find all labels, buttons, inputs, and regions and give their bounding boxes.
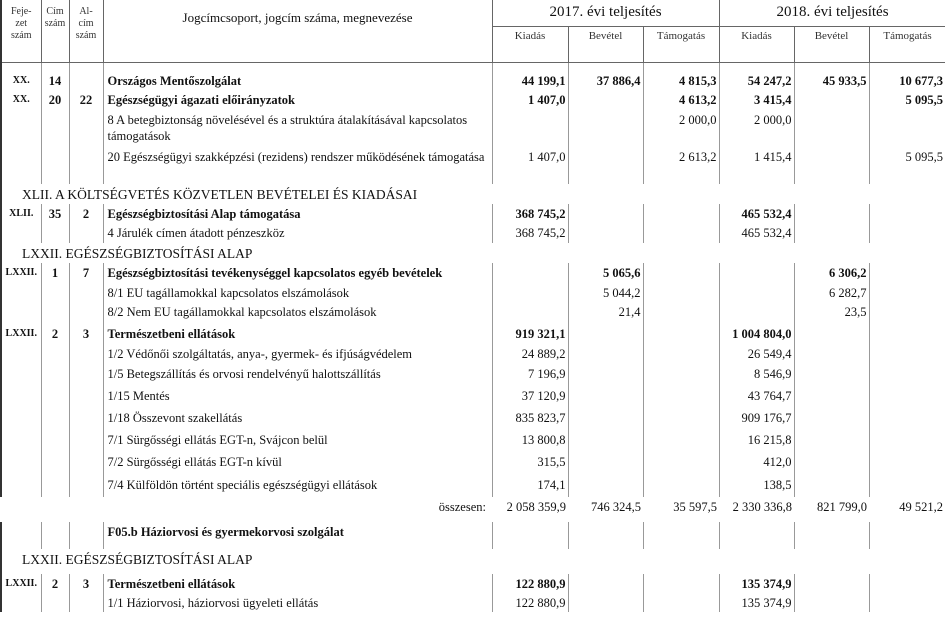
spacer-cell (643, 62, 719, 71)
table-row (1, 408, 945, 430)
kiadas-2018-cell: 8 546,9 (719, 364, 794, 386)
alcim-cell (69, 302, 103, 324)
table-row (1, 430, 945, 452)
cim-cell (41, 522, 69, 549)
cim-cell: 2 (41, 324, 69, 344)
fejezet-cell (1, 386, 41, 408)
tamogatas-2018-cell: 5 095,5 (869, 90, 945, 110)
bevetel-2017-cell (568, 408, 643, 430)
bevetel-2018-cell (794, 324, 869, 344)
description-cell: 1/2 Védőnői szolgáltatás, anya-, gyermek- és ifjúságvédelem (103, 344, 492, 364)
alcim-cell (69, 223, 103, 243)
description-cell: 8/2 Nem EU tagállamokkal kapcsolatos elszámolások (103, 302, 492, 324)
table-row (1, 386, 945, 408)
table-row (1, 62, 945, 71)
section-heading-row (1, 184, 945, 204)
tamogatas-2017-cell (643, 386, 719, 408)
bevetel-2017-cell (568, 430, 643, 452)
tamogatas-2018-cell (869, 574, 945, 593)
tamogatas-2018-cell (869, 475, 945, 497)
fejezet-cell: XX. (1, 71, 41, 90)
kiadas-2017-cell: 24 889,2 (492, 344, 568, 364)
tamogatas-2017-cell: 35 597,5 (673, 500, 717, 514)
bevetel-2018-cell: 6 282,7 (794, 283, 869, 302)
tamogatas-2017-cell (643, 324, 719, 344)
bevetel-2018-cell (794, 386, 869, 408)
tamogatas-2018-cell (869, 522, 945, 549)
alcim-cell (69, 522, 103, 549)
alcim-cell (69, 110, 103, 147)
alcim-cell (69, 283, 103, 302)
bevetel-2018-cell (794, 204, 869, 223)
table-row (1, 223, 945, 243)
fejezet-cell (1, 452, 41, 475)
bevetel-2017-cell (568, 364, 643, 386)
table-row (1, 147, 945, 184)
kiadas-2018-cell: 2 330 336,8 (732, 500, 792, 514)
spacer-cell (69, 62, 103, 71)
kiadas-2017-cell: 1 407,0 (492, 147, 568, 184)
bevetel-2017-cell (568, 452, 643, 475)
kiadas-2018-cell: 43 764,7 (719, 386, 794, 408)
description-cell: 1/5 Betegszállítás és orvosi rendelvényű halottszállítás (103, 364, 492, 386)
tamogatas-2017-cell (643, 223, 719, 243)
bevetel-2017-cell (568, 386, 643, 408)
description-cell: Egészségbiztosítási Alap támogatása (103, 204, 492, 223)
bevetel-2018-cell (794, 574, 869, 593)
kiadas-2017-cell: 835 823,7 (492, 408, 568, 430)
kiadas-2018-cell: 1 415,4 (719, 147, 794, 184)
cim-cell (41, 302, 69, 324)
total-label: összesen: (438, 500, 486, 514)
table-row (1, 452, 945, 475)
cim-cell (41, 364, 69, 386)
kiadas-2017-cell (492, 302, 568, 324)
bevetel-2017-cell (568, 110, 643, 147)
alcim-cell: 3 (69, 574, 103, 593)
kiadas-2018-cell: 135 374,9 (719, 593, 794, 612)
kiadas-2017-cell: 44 199,1 (492, 71, 568, 90)
section-heading: LXXII. EGÉSZSÉGBIZTOSÍTÁSI ALAP (1, 243, 945, 263)
tamogatas-2018-cell (869, 263, 945, 283)
kiadas-2017-cell (492, 110, 568, 147)
bevetel-2017-cell: 5 065,6 (568, 263, 643, 283)
tamogatas-2017-cell (643, 522, 719, 549)
bevetel-2017-cell: 746 324,5 (591, 500, 641, 514)
table-row (1, 344, 945, 364)
fejezet-cell (1, 110, 41, 147)
kiadas-2017-cell: 1 407,0 (492, 90, 568, 110)
cim-cell (41, 147, 69, 184)
header-bevetel-2018: Bevétel (794, 26, 869, 62)
kiadas-2017-cell: 919 321,1 (492, 324, 568, 344)
tamogatas-2018-cell (869, 386, 945, 408)
table-row (1, 593, 945, 612)
fejezet-cell (1, 475, 41, 497)
cim-cell (41, 223, 69, 243)
tamogatas-2018-cell (869, 593, 945, 612)
cim-cell (41, 593, 69, 612)
cim-cell (41, 475, 69, 497)
kiadas-2017-cell: 122 880,9 (492, 574, 568, 593)
tamogatas-2017-cell (643, 364, 719, 386)
description-cell: 20 Egészségügyi szakképzési (rezidens) rendszer működésének támogatása (103, 147, 492, 184)
cim-cell (41, 408, 69, 430)
alcim-cell (69, 430, 103, 452)
header-year-2017: 2017. évi teljesítés (492, 0, 719, 26)
kiadas-2017-cell (492, 522, 568, 549)
fejezet-cell: XX. (1, 90, 41, 110)
kiadas-2018-cell (719, 522, 794, 549)
bevetel-2017-cell (568, 147, 643, 184)
fejezet-cell (1, 147, 41, 184)
header-description: Jogcímcsoport, jogcím száma, megnevezése (103, 0, 492, 62)
bevetel-2018-cell: 23,5 (794, 302, 869, 324)
cim-cell: 20 (41, 90, 69, 110)
kiadas-2018-cell (719, 283, 794, 302)
tamogatas-2017-cell (643, 574, 719, 593)
header-alcim: Al-cím szám (69, 0, 103, 62)
kiadas-2018-cell: 465 532,4 (719, 204, 794, 223)
kiadas-2017-cell: 2 058 359,9 (506, 500, 566, 514)
section-heading: XLII. A KÖLTSÉGVETÉS KÖZVETLEN BEVÉTELEI ÉS KIADÁSAI (1, 184, 945, 204)
bevetel-2018-cell (794, 110, 869, 147)
bevetel-2018-cell (794, 430, 869, 452)
description-cell: 1/15 Mentés (103, 386, 492, 408)
description-cell: Egészségbiztosítási tevékenységgel kapcsolatos egyéb bevételek (103, 263, 492, 283)
spacer-cell (568, 62, 643, 71)
cim-cell (41, 283, 69, 302)
description-cell: 1/18 Összevont szakellátás (103, 408, 492, 430)
bevetel-2017-cell (568, 522, 643, 549)
tamogatas-2017-cell (643, 344, 719, 364)
alcim-cell: 2 (69, 204, 103, 223)
bevetel-2017-cell: 21,4 (568, 302, 643, 324)
spacer-cell (492, 62, 568, 71)
tamogatas-2017-cell (643, 283, 719, 302)
kiadas-2018-cell: 412,0 (719, 452, 794, 475)
fejezet-cell (1, 408, 41, 430)
fejezet-cell: LXXII. (1, 574, 41, 593)
alcim-cell (69, 452, 103, 475)
table-row (1, 110, 945, 147)
kiadas-2017-cell (492, 283, 568, 302)
tamogatas-2018-cell (869, 344, 945, 364)
tamogatas-2018-cell (869, 223, 945, 243)
alcim-cell (69, 344, 103, 364)
bevetel-2017-cell (568, 223, 643, 243)
spacer-cell (794, 62, 869, 71)
bevetel-2017-cell (568, 90, 643, 110)
tamogatas-2017-cell (643, 302, 719, 324)
table-row (1, 283, 945, 302)
tamogatas-2018-cell (869, 452, 945, 475)
table-row (1, 263, 945, 283)
alcim-cell (69, 71, 103, 90)
kiadas-2017-cell: 174,1 (492, 475, 568, 497)
alcim-cell (69, 386, 103, 408)
spacer-cell (1, 62, 41, 71)
tamogatas-2018-cell (869, 283, 945, 302)
tamogatas-2017-cell: 4 815,3 (643, 71, 719, 90)
bevetel-2018-cell (794, 408, 869, 430)
description-cell: Természetbeni ellátások (103, 574, 492, 593)
bevetel-2018-cell (794, 593, 869, 612)
section-heading-row (1, 243, 945, 263)
description-cell: Természetbeni ellátások (103, 324, 492, 344)
alcim-cell (69, 475, 103, 497)
fejezet-cell (1, 522, 41, 549)
bevetel-2017-cell (568, 324, 643, 344)
bevetel-2017-cell (568, 204, 643, 223)
alcim-cell (69, 147, 103, 184)
spacer-cell (869, 62, 945, 71)
fejezet-cell (1, 223, 41, 243)
fejezet-cell (1, 283, 41, 302)
table-row (1, 574, 945, 593)
header-kiadas-2018: Kiadás (719, 26, 794, 62)
fejezet-cell: LXXII. (1, 263, 41, 283)
tamogatas-2017-cell: 2 000,0 (643, 110, 719, 147)
cim-cell: 35 (41, 204, 69, 223)
kiadas-2018-cell: 16 215,8 (719, 430, 794, 452)
section-heading: LXXII. EGÉSZSÉGBIZTOSÍTÁSI ALAP (1, 549, 945, 574)
header-cim: Cím szám (41, 0, 69, 62)
bevetel-2017-cell: 37 886,4 (568, 71, 643, 90)
bevetel-2018-cell: 45 933,5 (794, 71, 869, 90)
cim-cell (41, 452, 69, 475)
table-row (1, 71, 945, 90)
kiadas-2018-cell (719, 302, 794, 324)
alcim-cell: 3 (69, 324, 103, 344)
header-year-2018: 2018. évi teljesítés (719, 0, 945, 26)
tamogatas-2018-cell (869, 324, 945, 344)
tamogatas-2018-cell (869, 408, 945, 430)
kiadas-2018-cell: 1 004 804,0 (719, 324, 794, 344)
alcim-cell: 22 (69, 90, 103, 110)
header-fejezet: Feje-zet szám (1, 0, 41, 62)
cim-cell (41, 386, 69, 408)
description-cell: 1/1 Háziorvosi, háziorvosi ügyeleti ellátás (103, 593, 492, 612)
fejezet-cell (1, 302, 41, 324)
total-row (1, 497, 945, 522)
tamogatas-2017-cell: 4 613,2 (643, 90, 719, 110)
tamogatas-2017-cell (643, 593, 719, 612)
tamogatas-2017-cell (643, 475, 719, 497)
bevetel-2018-cell (794, 452, 869, 475)
description-cell: 7/1 Sürgősségi ellátás EGT-n, Svájcon belül (103, 430, 492, 452)
table-row (1, 522, 945, 549)
kiadas-2017-cell (492, 263, 568, 283)
kiadas-2017-cell: 315,5 (492, 452, 568, 475)
blank-cell (1, 497, 103, 522)
kiadas-2017-cell: 122 880,9 (492, 593, 568, 612)
bevetel-2018-cell (794, 344, 869, 364)
section-heading-row (1, 549, 945, 574)
description-cell: F05.b Háziorvosi és gyermekorvosi szolgálat (103, 522, 492, 549)
table-body (1, 62, 945, 612)
kiadas-2018-cell (719, 263, 794, 283)
tamogatas-2017-cell: 2 613,2 (643, 147, 719, 184)
spacer-cell (41, 62, 69, 71)
kiadas-2017-cell: 368 745,2 (492, 223, 568, 243)
header-kiadas-2017: Kiadás (492, 26, 568, 62)
bevetel-2018-cell (794, 90, 869, 110)
bevetel-2017-cell (568, 344, 643, 364)
alcim-cell (69, 593, 103, 612)
header-tamogatas-2017: Támogatás (643, 26, 719, 62)
tamogatas-2017-cell (643, 430, 719, 452)
kiadas-2018-cell: 3 415,4 (719, 90, 794, 110)
bevetel-2018-cell (794, 223, 869, 243)
tamogatas-2018-cell (869, 430, 945, 452)
fejezet-cell: XLII. (1, 204, 41, 223)
bevetel-2018-cell (794, 364, 869, 386)
tamogatas-2018-cell: 5 095,5 (869, 147, 945, 184)
cim-cell: 2 (41, 574, 69, 593)
description-cell: 7/2 Sürgősségi ellátás EGT-n kívül (103, 452, 492, 475)
cim-cell (41, 344, 69, 364)
tamogatas-2018-cell (869, 110, 945, 147)
tamogatas-2018-cell (869, 302, 945, 324)
header-tamogatas-2018: Támogatás (869, 26, 945, 62)
description-cell: 8 A betegbiztonság növelésével és a struktúra átalakításával kapcsolatos támogatások (103, 110, 492, 147)
kiadas-2017-cell: 368 745,2 (492, 204, 568, 223)
kiadas-2017-cell: 13 800,8 (492, 430, 568, 452)
table-row (1, 324, 945, 344)
description-cell: 8/1 EU tagállamokkal kapcsolatos elszámolások (103, 283, 492, 302)
tamogatas-2018-cell (869, 364, 945, 386)
kiadas-2018-cell: 2 000,0 (719, 110, 794, 147)
kiadas-2018-cell: 138,5 (719, 475, 794, 497)
tamogatas-2017-cell (643, 408, 719, 430)
fejezet-cell (1, 430, 41, 452)
cim-cell (41, 110, 69, 147)
cim-cell: 14 (41, 71, 69, 90)
table-row (1, 204, 945, 223)
cim-cell (41, 430, 69, 452)
tamogatas-2017-cell (643, 452, 719, 475)
header-bevetel-2017: Bevétel (568, 26, 643, 62)
tamogatas-2018-cell: 10 677,3 (869, 71, 945, 90)
kiadas-2018-cell: 135 374,9 (719, 574, 794, 593)
tamogatas-2017-cell (643, 204, 719, 223)
alcim-cell (69, 408, 103, 430)
kiadas-2018-cell: 909 176,7 (719, 408, 794, 430)
bevetel-2017-cell (568, 593, 643, 612)
bevetel-2017-cell (568, 475, 643, 497)
table-row (1, 364, 945, 386)
bevetel-2018-cell (794, 522, 869, 549)
alcim-cell: 7 (69, 263, 103, 283)
tamogatas-2018-cell: 49 521,2 (869, 497, 945, 522)
kiadas-2018-cell: 465 532,4 (719, 223, 794, 243)
description-cell: Országos Mentőszolgálat (103, 71, 492, 90)
table-row (1, 302, 945, 324)
kiadas-2018-cell: 54 247,2 (719, 71, 794, 90)
bevetel-2018-cell (794, 475, 869, 497)
bevetel-2018-cell: 821 799,0 (817, 500, 867, 514)
alcim-cell (69, 364, 103, 386)
fejezet-cell (1, 344, 41, 364)
bevetel-2018-cell (794, 147, 869, 184)
spacer-cell (103, 62, 492, 71)
kiadas-2018-cell: 26 549,4 (719, 344, 794, 364)
cim-cell: 1 (41, 263, 69, 283)
fejezet-cell: LXXII. (1, 324, 41, 344)
tamogatas-2017-cell (643, 263, 719, 283)
description-cell: 4 Járulék címen átadott pénzeszköz (103, 223, 492, 243)
bevetel-2018-cell: 6 306,2 (794, 263, 869, 283)
fejezet-cell (1, 364, 41, 386)
kiadas-2017-cell: 7 196,9 (492, 364, 568, 386)
description-cell: 7/4 Külföldön történt speciális egészségügyi ellátások (103, 475, 492, 497)
tamogatas-2018-cell (869, 204, 945, 223)
bevetel-2017-cell: 5 044,2 (568, 283, 643, 302)
bevetel-2017-cell (568, 574, 643, 593)
kiadas-2017-cell: 37 120,9 (492, 386, 568, 408)
spacer-cell (719, 62, 794, 71)
description-cell: Egészségügyi ágazati előirányzatok (103, 90, 492, 110)
fejezet-cell (1, 593, 41, 612)
table-row (1, 475, 945, 497)
table-row (1, 90, 945, 110)
